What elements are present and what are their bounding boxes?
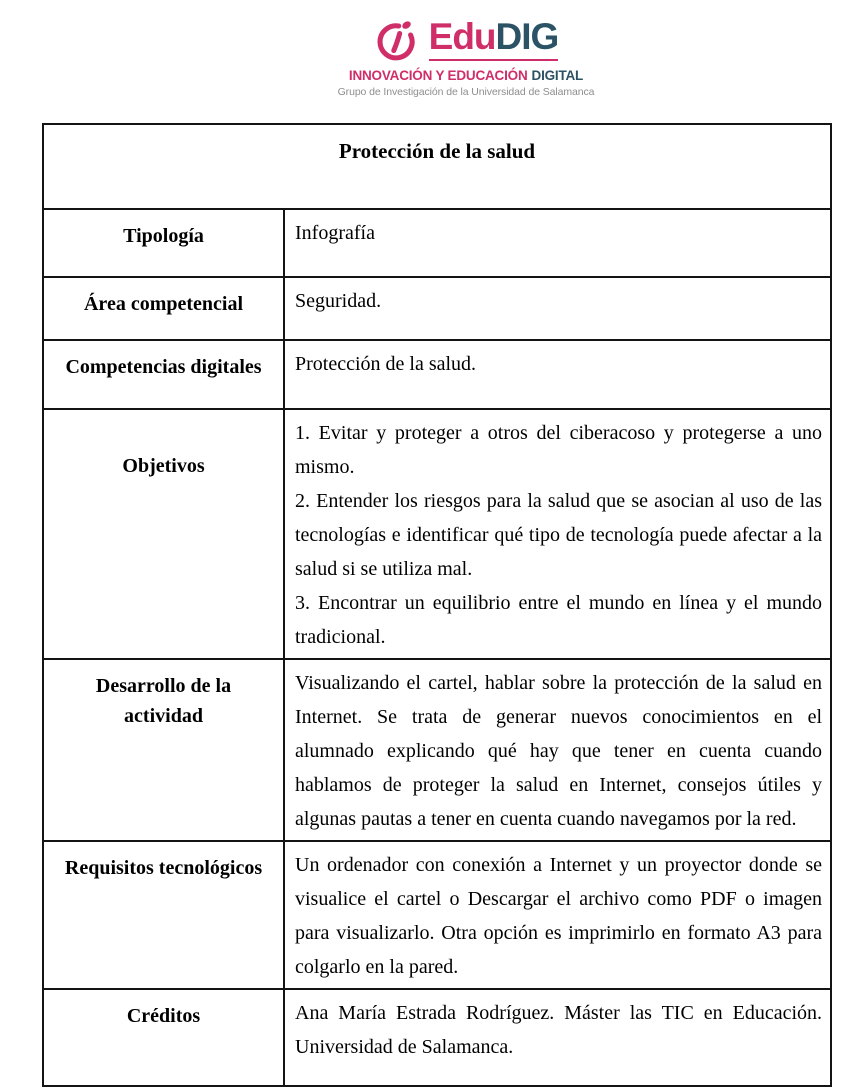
edudig-i-icon	[374, 16, 418, 62]
logo-subtitle	[349, 68, 583, 83]
table-row-desarrollo	[43, 659, 831, 841]
row-label-objetivos: Objetivos	[43, 409, 284, 659]
row-label-requisitos: Requisitos tecnológicos	[43, 841, 284, 989]
logo-subtitle-pink: INNOVACIÓN Y EDUCACIÓN	[348, 68, 528, 83]
paragraph: Ana María Estrada Rodríguez. Máster las TIC en Educación. Universidad de Salamanca.	[295, 1002, 823, 1058]
row-label-tipologia: Tipología	[43, 209, 284, 277]
row-content-desarrollo	[284, 659, 831, 841]
row-content-requisitos	[284, 841, 831, 989]
paragraph: 3. Encontrar un equilibrio entre el mundo en línea y el mundo tradicional.	[295, 592, 823, 648]
row-label-competencias-digitales: Competencias digitales	[43, 340, 284, 409]
edudig-wordmark	[429, 17, 559, 61]
logo-top-row	[374, 16, 559, 62]
table-title: Protección de la salud	[43, 124, 831, 209]
paragraph: Seguridad.	[295, 290, 382, 312]
row-content-competencias-digitales	[284, 340, 831, 409]
row-label-desarrollo-text: Desarrollo de la actividad	[95, 675, 232, 727]
row-content-tipologia	[284, 209, 831, 277]
row-label-creditos: Créditos	[43, 989, 284, 1086]
paragraph: Visualizando el cartel, hablar sobre la protección de la salud en Internet. Se trata de generar nuevos conocimientos en el alumnado explicando qué hay que tener en cuenta cuando hablamos de proteger la salud en Internet, consejos útiles y algunas pautas a tener en cuenta cuando navegamos por la red.	[295, 672, 823, 830]
table-row-requisitos	[43, 841, 831, 989]
table-row-competencias-digitales	[43, 340, 831, 409]
paragraph: Un ordenador con conexión a Internet y un proyector donde se visualice el cartel o Descargar el archivo como PDF o imagen para visualizarlo. Otra opción es imprimirlo en formato A3 para colgarlo en la pared.	[295, 854, 823, 978]
paragraph: Protección de la salud.	[295, 353, 477, 375]
row-label-area-competencial: Área competencial	[43, 277, 284, 340]
table-row-area-competencial	[43, 277, 831, 340]
activity-table	[42, 123, 832, 1087]
wordmark-dig: DIG	[495, 16, 559, 57]
paragraph: 2. Entender los riesgos para la salud que se asocian al uso de las tecnologías e identificar qué tipo de tecnología puede afectar a la salud si se utiliza mal.	[295, 490, 823, 580]
paragraph: 1. Evitar y proteger a otros del ciberacoso y protegerse a uno mismo.	[295, 422, 823, 478]
row-content-objetivos	[284, 409, 831, 659]
row-content-area-competencial	[284, 277, 831, 340]
logo-subtitle-blue: DIGITAL	[531, 68, 584, 83]
table-row-objetivos	[43, 409, 831, 659]
edudig-logo	[32, 16, 868, 98]
row-content-creditos	[284, 989, 831, 1086]
table-row-creditos	[43, 989, 831, 1086]
wordmark-edu: Edu	[428, 16, 496, 57]
logo-caption: Grupo de Investigación de la Universidad de Salamanca	[337, 86, 595, 98]
row-label-desarrollo	[43, 659, 284, 841]
table-title-row	[43, 124, 831, 209]
paragraph: Infografía	[295, 222, 375, 244]
table-row-tipologia	[43, 209, 831, 277]
